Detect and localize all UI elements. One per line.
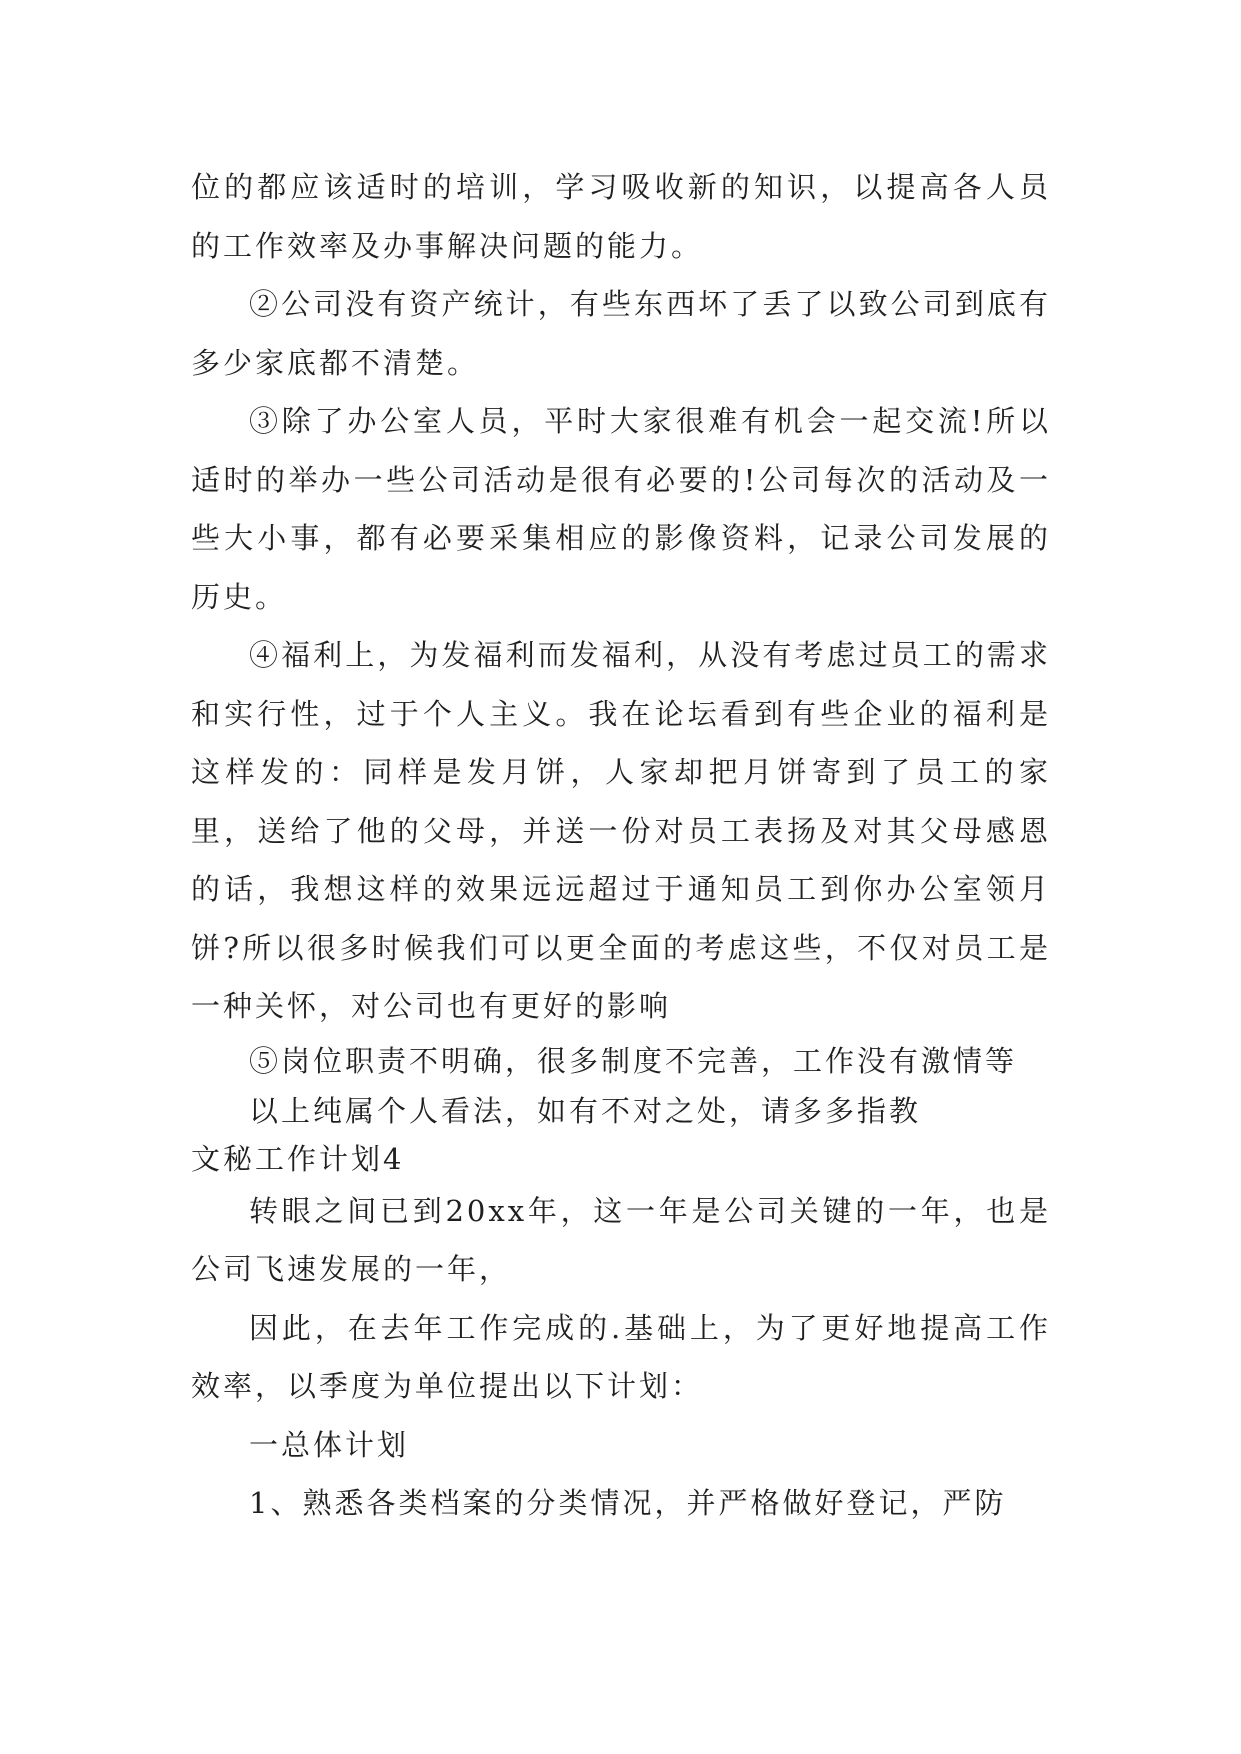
paragraph-asset-statistics: ②公司没有资产统计，有些东西坏了丢了以致公司到底有多少家底都不清楚。 [191, 287, 1051, 380]
paragraph-company-activities: ③除了办公室人员，平时大家很难有机会一起交流!所以适时的举办一些公司活动是很有必要的!公司每次的活动及一些大小事，都有必要采集相应的影像资料，记录公司发展的历史。 [191, 404, 1051, 614]
section-heading: 文秘工作计划4 [191, 1141, 405, 1176]
paragraph-welfare: ④福利上，为发福利而发福利，从没有考虑过员工的需求和实行性，过于个人主义。我在论坛看到有些企业的福利是这样发的：同样是发月饼，人家却把月饼寄到了员工的家里，送给了他的父母，并送一份对员工表扬及对其父母感恩的话，我想这样的效果远远超过于通知员工到你办公室领月饼?所以很多时候我们可以更全面的考虑这些，不仅对员工是一种关怀，对公司也有更好的影响 [191, 638, 1051, 1023]
paragraph-personal-opinion: 以上纯属个人看法，如有不对之处，请多多指教 [249, 1093, 922, 1128]
paragraph-overall-plan: 一总体计划 [249, 1427, 410, 1462]
document-body [191, 158, 1051, 1533]
paragraph-job-duties: ⑤岗位职责不明确，很多制度不完善，工作没有激情等 [249, 1043, 1018, 1078]
paragraph-year-intro: 转眼之间已到20xx年，这一年是公司关键的一年，也是公司飞速发展的一年， [191, 1193, 1051, 1286]
paragraph-archive-item: 1、熟悉各类档案的分类情况，并严格做好登记，严防 [249, 1486, 1007, 1520]
paragraph-quarterly-plan: 因此，在去年工作完成的.基础上，为了更好地提高工作效率，以季度为单位提出以下计划： [191, 1310, 1051, 1403]
paragraph-training: 位的都应该适时的培训，学习吸收新的知识，以提高各人员的工作效率及办事解决问题的能力。 [191, 170, 1051, 263]
